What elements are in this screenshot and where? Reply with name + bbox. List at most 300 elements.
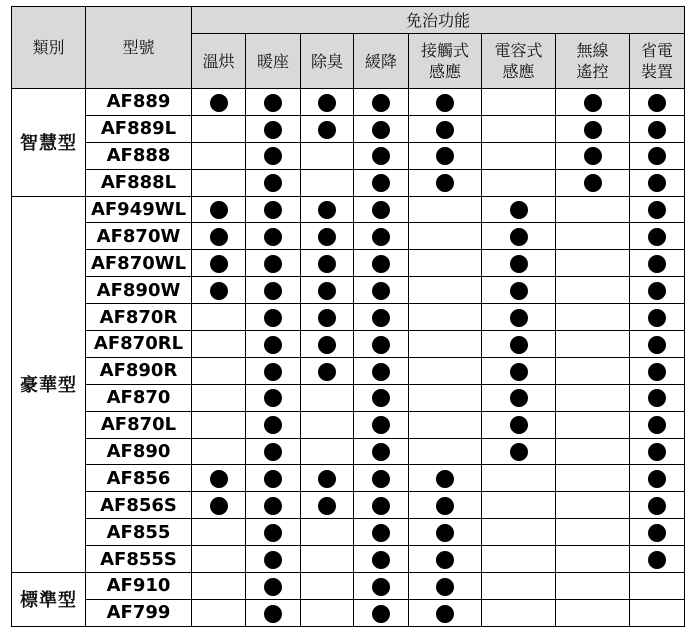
header-label-line1: 暖座 [256, 51, 289, 71]
feature-cell-warm-dry [192, 573, 246, 600]
filled-circle-icon [372, 578, 390, 596]
feature-cell-soft-close [354, 411, 409, 438]
feature-cell-contact-sensor [409, 304, 482, 331]
feature-cell-contact-sensor [409, 573, 482, 600]
feature-cell-power-saving [630, 357, 685, 384]
filled-circle-icon [318, 94, 336, 112]
filled-circle-icon [372, 201, 390, 219]
header-label-line1: 緩降 [364, 51, 397, 71]
header-label-line2: 感應 [428, 62, 461, 81]
feature-cell-wireless-remote [556, 546, 630, 573]
header-feature-power-saving [630, 34, 685, 89]
feature-cell-soft-close [354, 142, 409, 169]
feature-cell-soft-close [354, 277, 409, 304]
feature-cell-warm-dry [192, 438, 246, 465]
filled-circle-icon [372, 605, 390, 623]
feature-cell-deodorize [301, 169, 354, 196]
feature-cell-wireless-remote [556, 573, 630, 600]
feature-cell-contact-sensor [409, 250, 482, 277]
model-cell: AF855 [86, 519, 192, 546]
filled-circle-icon [372, 363, 390, 381]
category-cell: 智慧型 [12, 89, 86, 197]
filled-circle-icon [648, 121, 666, 139]
table-header [12, 7, 685, 89]
header-label-line1: 溫烘 [202, 51, 235, 71]
filled-circle-icon [648, 94, 666, 112]
filled-circle-icon [510, 201, 528, 219]
feature-cell-capacitive-sensor [482, 250, 556, 277]
feature-cell-wireless-remote [556, 277, 630, 304]
filled-circle-icon [584, 94, 602, 112]
filled-circle-icon [648, 228, 666, 246]
feature-cell-contact-sensor [409, 115, 482, 142]
feature-cell-soft-close [354, 492, 409, 519]
feature-cell-contact-sensor [409, 438, 482, 465]
feature-cell-power-saving [630, 573, 685, 600]
feature-cell-capacitive-sensor [482, 331, 556, 358]
feature-cell-capacitive-sensor [482, 519, 556, 546]
feature-cell-wireless-remote [556, 304, 630, 331]
filled-circle-icon [372, 443, 390, 461]
feature-cell-contact-sensor [409, 357, 482, 384]
feature-cell-power-saving [630, 492, 685, 519]
table-row [12, 142, 685, 169]
feature-cell-soft-close [354, 250, 409, 277]
table-row [12, 546, 685, 573]
filled-circle-icon [264, 578, 282, 596]
feature-cell-contact-sensor [409, 196, 482, 223]
feature-cell-power-saving [630, 331, 685, 358]
filled-circle-icon [436, 94, 454, 112]
model-cell: AF870W [86, 223, 192, 250]
filled-circle-icon [318, 336, 336, 354]
feature-cell-warm-dry [192, 519, 246, 546]
filled-circle-icon [584, 147, 602, 165]
feature-cell-soft-close [354, 89, 409, 116]
feature-cell-contact-sensor [409, 169, 482, 196]
filled-circle-icon [436, 121, 454, 139]
header-label-line2: 裝置 [641, 62, 674, 81]
feature-cell-power-saving [630, 411, 685, 438]
feature-cell-capacitive-sensor [482, 169, 556, 196]
filled-circle-icon [210, 497, 228, 515]
feature-cell-power-saving [630, 384, 685, 411]
feature-cell-soft-close [354, 438, 409, 465]
table-row [12, 519, 685, 546]
feature-cell-soft-close [354, 384, 409, 411]
feature-cell-capacitive-sensor [482, 304, 556, 331]
feature-cell-power-saving [630, 250, 685, 277]
filled-circle-icon [648, 389, 666, 407]
feature-cell-capacitive-sensor [482, 196, 556, 223]
filled-circle-icon [648, 309, 666, 327]
filled-circle-icon [372, 551, 390, 569]
feature-cell-contact-sensor [409, 277, 482, 304]
feature-cell-capacitive-sensor [482, 411, 556, 438]
feature-cell-contact-sensor [409, 142, 482, 169]
table-row [12, 465, 685, 492]
feature-cell-deodorize [301, 250, 354, 277]
feature-cell-heated-seat [246, 438, 301, 465]
model-cell: AF890 [86, 438, 192, 465]
feature-cell-wireless-remote [556, 331, 630, 358]
feature-cell-power-saving [630, 304, 685, 331]
filled-circle-icon [372, 389, 390, 407]
feature-cell-deodorize [301, 277, 354, 304]
feature-cell-deodorize [301, 492, 354, 519]
header-model: 型號 [86, 7, 192, 89]
model-cell: AF870WL [86, 250, 192, 277]
header-feature-deodorize [301, 34, 354, 89]
table-row [12, 223, 685, 250]
header-label-line1: 電容式 [494, 41, 543, 60]
feature-cell-warm-dry [192, 89, 246, 116]
feature-cell-warm-dry [192, 384, 246, 411]
model-cell: AF870RL [86, 331, 192, 358]
feature-cell-heated-seat [246, 492, 301, 519]
feature-cell-wireless-remote [556, 411, 630, 438]
feature-cell-warm-dry [192, 492, 246, 519]
feature-cell-deodorize [301, 519, 354, 546]
feature-cell-soft-close [354, 465, 409, 492]
feature-cell-heated-seat [246, 250, 301, 277]
feature-cell-power-saving [630, 196, 685, 223]
filled-circle-icon [436, 578, 454, 596]
feature-cell-heated-seat [246, 196, 301, 223]
table-row [12, 492, 685, 519]
feature-comparison-table [11, 6, 685, 627]
feature-cell-heated-seat [246, 142, 301, 169]
feature-cell-soft-close [354, 519, 409, 546]
filled-circle-icon [318, 228, 336, 246]
filled-circle-icon [264, 605, 282, 623]
model-cell: AF870L [86, 411, 192, 438]
table-row [12, 89, 685, 116]
filled-circle-icon [210, 470, 228, 488]
filled-circle-icon [264, 174, 282, 192]
table-row [12, 411, 685, 438]
feature-cell-contact-sensor [409, 599, 482, 626]
feature-cell-capacitive-sensor [482, 438, 556, 465]
feature-cell-soft-close [354, 196, 409, 223]
feature-cell-contact-sensor [409, 384, 482, 411]
filled-circle-icon [648, 174, 666, 192]
filled-circle-icon [318, 121, 336, 139]
filled-circle-icon [510, 255, 528, 273]
filled-circle-icon [318, 363, 336, 381]
feature-cell-deodorize [301, 411, 354, 438]
feature-cell-heated-seat [246, 169, 301, 196]
feature-cell-power-saving [630, 115, 685, 142]
feature-cell-heated-seat [246, 384, 301, 411]
feature-cell-warm-dry [192, 599, 246, 626]
header-category: 類別 [12, 7, 86, 89]
table-body [12, 89, 685, 627]
feature-cell-wireless-remote [556, 438, 630, 465]
table-row [12, 357, 685, 384]
filled-circle-icon [372, 147, 390, 165]
feature-cell-warm-dry [192, 250, 246, 277]
feature-cell-warm-dry [192, 115, 246, 142]
filled-circle-icon [510, 228, 528, 246]
feature-cell-contact-sensor [409, 465, 482, 492]
feature-cell-power-saving [630, 223, 685, 250]
filled-circle-icon [264, 443, 282, 461]
feature-cell-soft-close [354, 331, 409, 358]
header-feature-capacitive-sensor [482, 34, 556, 89]
filled-circle-icon [436, 174, 454, 192]
feature-cell-wireless-remote [556, 384, 630, 411]
filled-circle-icon [264, 497, 282, 515]
feature-cell-capacitive-sensor [482, 223, 556, 250]
feature-cell-warm-dry [192, 277, 246, 304]
model-cell: AF889L [86, 115, 192, 142]
filled-circle-icon [264, 201, 282, 219]
filled-circle-icon [318, 497, 336, 515]
feature-cell-warm-dry [192, 465, 246, 492]
feature-cell-power-saving [630, 438, 685, 465]
filled-circle-icon [264, 470, 282, 488]
feature-cell-capacitive-sensor [482, 357, 556, 384]
header-feature-soft-close [354, 34, 409, 89]
filled-circle-icon [264, 282, 282, 300]
filled-circle-icon [372, 309, 390, 327]
filled-circle-icon [372, 228, 390, 246]
table-row [12, 384, 685, 411]
feature-cell-power-saving [630, 142, 685, 169]
feature-cell-soft-close [354, 599, 409, 626]
filled-circle-icon [648, 336, 666, 354]
filled-circle-icon [372, 336, 390, 354]
model-cell: AF870 [86, 384, 192, 411]
feature-cell-power-saving [630, 465, 685, 492]
model-cell: AF910 [86, 573, 192, 600]
feature-cell-contact-sensor [409, 89, 482, 116]
feature-cell-capacitive-sensor [482, 546, 556, 573]
filled-circle-icon [510, 443, 528, 461]
filled-circle-icon [372, 470, 390, 488]
filled-circle-icon [372, 282, 390, 300]
filled-circle-icon [436, 497, 454, 515]
filled-circle-icon [318, 201, 336, 219]
feature-cell-wireless-remote [556, 492, 630, 519]
feature-cell-wireless-remote [556, 142, 630, 169]
table-row [12, 599, 685, 626]
filled-circle-icon [372, 94, 390, 112]
filled-circle-icon [210, 282, 228, 300]
feature-cell-power-saving [630, 277, 685, 304]
filled-circle-icon [318, 255, 336, 273]
feature-cell-deodorize [301, 357, 354, 384]
feature-cell-deodorize [301, 384, 354, 411]
header-label-line1: 無線 [576, 41, 609, 60]
feature-cell-deodorize [301, 331, 354, 358]
feature-cell-capacitive-sensor [482, 384, 556, 411]
table-row [12, 196, 685, 223]
filled-circle-icon [510, 416, 528, 434]
feature-cell-warm-dry [192, 357, 246, 384]
feature-cell-heated-seat [246, 277, 301, 304]
feature-cell-wireless-remote [556, 465, 630, 492]
model-cell: AF888 [86, 142, 192, 169]
filled-circle-icon [436, 147, 454, 165]
feature-cell-heated-seat [246, 357, 301, 384]
table-row [12, 573, 685, 600]
feature-cell-deodorize [301, 304, 354, 331]
header-feature-contact-sensor [409, 34, 482, 89]
filled-circle-icon [264, 363, 282, 381]
feature-cell-warm-dry [192, 411, 246, 438]
filled-circle-icon [372, 174, 390, 192]
table-row [12, 438, 685, 465]
feature-cell-deodorize [301, 465, 354, 492]
feature-cell-deodorize [301, 196, 354, 223]
feature-cell-contact-sensor [409, 546, 482, 573]
feature-cell-capacitive-sensor [482, 599, 556, 626]
filled-circle-icon [436, 605, 454, 623]
feature-cell-power-saving [630, 89, 685, 116]
feature-cell-deodorize [301, 115, 354, 142]
feature-cell-wireless-remote [556, 223, 630, 250]
filled-circle-icon [648, 201, 666, 219]
filled-circle-icon [210, 255, 228, 273]
feature-cell-deodorize [301, 573, 354, 600]
header-feature-wireless-remote [556, 34, 630, 89]
category-cell: 豪華型 [12, 196, 86, 572]
filled-circle-icon [372, 524, 390, 542]
filled-circle-icon [648, 416, 666, 434]
table-row [12, 250, 685, 277]
feature-cell-wireless-remote [556, 250, 630, 277]
feature-cell-capacitive-sensor [482, 142, 556, 169]
header-label-line1: 接觸式 [420, 41, 469, 60]
header-feature-group: 免治功能 [192, 7, 685, 34]
filled-circle-icon [264, 94, 282, 112]
model-cell: AF799 [86, 599, 192, 626]
feature-cell-warm-dry [192, 546, 246, 573]
filled-circle-icon [264, 147, 282, 165]
feature-cell-heated-seat [246, 519, 301, 546]
feature-cell-soft-close [354, 546, 409, 573]
feature-cell-soft-close [354, 304, 409, 331]
feature-cell-heated-seat [246, 331, 301, 358]
filled-circle-icon [264, 524, 282, 542]
feature-cell-wireless-remote [556, 89, 630, 116]
filled-circle-icon [648, 470, 666, 488]
category-cell: 標準型 [12, 573, 86, 627]
model-cell: AF856S [86, 492, 192, 519]
feature-cell-heated-seat [246, 115, 301, 142]
filled-circle-icon [648, 255, 666, 273]
feature-cell-warm-dry [192, 142, 246, 169]
feature-cell-wireless-remote [556, 115, 630, 142]
header-feature-heated-seat [246, 34, 301, 89]
filled-circle-icon [584, 174, 602, 192]
header-label-line1: 除臭 [310, 51, 343, 71]
feature-cell-warm-dry [192, 304, 246, 331]
feature-cell-wireless-remote [556, 599, 630, 626]
filled-circle-icon [318, 282, 336, 300]
model-cell: AF949WL [86, 196, 192, 223]
feature-cell-deodorize [301, 223, 354, 250]
feature-cell-capacitive-sensor [482, 115, 556, 142]
feature-cell-deodorize [301, 89, 354, 116]
model-cell: AF890W [86, 277, 192, 304]
filled-circle-icon [648, 524, 666, 542]
filled-circle-icon [510, 389, 528, 407]
filled-circle-icon [372, 497, 390, 515]
feature-cell-soft-close [354, 357, 409, 384]
filled-circle-icon [264, 551, 282, 569]
feature-cell-deodorize [301, 599, 354, 626]
feature-cell-contact-sensor [409, 519, 482, 546]
table-row [12, 169, 685, 196]
feature-cell-heated-seat [246, 465, 301, 492]
feature-cell-heated-seat [246, 304, 301, 331]
table-row [12, 115, 685, 142]
filled-circle-icon [264, 389, 282, 407]
feature-cell-power-saving [630, 546, 685, 573]
feature-cell-heated-seat [246, 546, 301, 573]
feature-cell-wireless-remote [556, 519, 630, 546]
feature-cell-deodorize [301, 438, 354, 465]
header-label-line2: 遙控 [576, 62, 609, 81]
filled-circle-icon [372, 255, 390, 273]
filled-circle-icon [648, 497, 666, 515]
filled-circle-icon [436, 551, 454, 569]
filled-circle-icon [436, 524, 454, 542]
model-cell: AF889 [86, 89, 192, 116]
filled-circle-icon [264, 416, 282, 434]
filled-circle-icon [510, 363, 528, 381]
header-label-line2: 感應 [502, 62, 535, 81]
feature-cell-soft-close [354, 573, 409, 600]
feature-cell-wireless-remote [556, 196, 630, 223]
filled-circle-icon [264, 121, 282, 139]
filled-circle-icon [648, 363, 666, 381]
feature-cell-warm-dry [192, 223, 246, 250]
feature-cell-warm-dry [192, 331, 246, 358]
filled-circle-icon [318, 309, 336, 327]
filled-circle-icon [318, 470, 336, 488]
feature-cell-warm-dry [192, 196, 246, 223]
filled-circle-icon [210, 228, 228, 246]
feature-cell-capacitive-sensor [482, 89, 556, 116]
filled-circle-icon [372, 121, 390, 139]
feature-cell-capacitive-sensor [482, 277, 556, 304]
feature-cell-heated-seat [246, 223, 301, 250]
feature-cell-deodorize [301, 142, 354, 169]
feature-cell-soft-close [354, 115, 409, 142]
filled-circle-icon [210, 94, 228, 112]
feature-cell-capacitive-sensor [482, 492, 556, 519]
feature-cell-wireless-remote [556, 357, 630, 384]
feature-cell-warm-dry [192, 169, 246, 196]
filled-circle-icon [372, 416, 390, 434]
header-feature-warm-dry [192, 34, 246, 89]
filled-circle-icon [510, 336, 528, 354]
filled-circle-icon [510, 309, 528, 327]
filled-circle-icon [648, 147, 666, 165]
feature-cell-contact-sensor [409, 223, 482, 250]
feature-cell-power-saving [630, 599, 685, 626]
filled-circle-icon [648, 551, 666, 569]
feature-cell-wireless-remote [556, 169, 630, 196]
filled-circle-icon [264, 336, 282, 354]
feature-cell-heated-seat [246, 573, 301, 600]
feature-cell-soft-close [354, 169, 409, 196]
feature-cell-contact-sensor [409, 411, 482, 438]
